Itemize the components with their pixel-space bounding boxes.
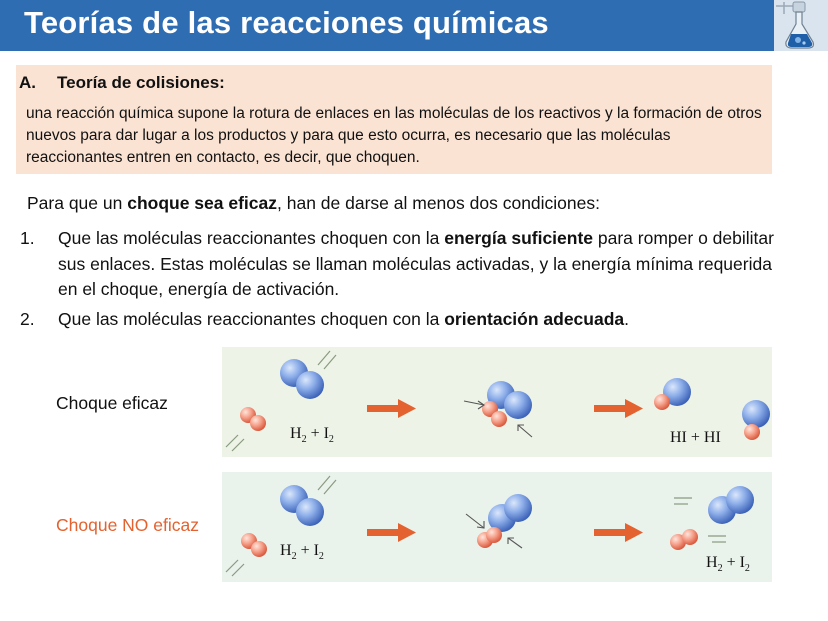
intro-text-bold: choque sea eficaz (127, 193, 278, 213)
definition-title: Teoría de colisiones: (57, 73, 225, 92)
colliding-molecules (482, 381, 532, 427)
iodine-molecule (280, 359, 324, 399)
iodine-molecule (280, 485, 324, 526)
reaction-arrow-icon (367, 523, 416, 542)
definition-box (16, 65, 772, 174)
hydrogen-iodide-molecule (742, 400, 770, 440)
condition-text-after: . (624, 309, 630, 329)
ineffective-collision-diagram (222, 472, 772, 582)
condition-text-before: Que las moléculas reaccionantes choquen con la (58, 309, 445, 329)
condition-item-2 (20, 307, 800, 335)
products-formula: $H_2 + I_2$ (706, 554, 750, 575)
colliding-molecules (477, 494, 532, 548)
intro-sentence (27, 193, 600, 214)
motion-lines-icon (318, 351, 336, 369)
effective-collision-diagram (222, 347, 772, 457)
iodine-molecule (708, 486, 754, 524)
condition-number: 1. (20, 228, 35, 248)
effective-collision-label: Choque eficaz (56, 393, 168, 413)
hydrogen-molecule (241, 533, 267, 557)
condition-text-bold: orientación adecuada (444, 309, 625, 329)
page-title: Teorías de las reacciones químicas (24, 5, 549, 40)
condition-text (58, 226, 778, 303)
condition-item-1 (20, 226, 800, 306)
motion-lines-icon (226, 435, 244, 451)
title-bar (0, 0, 828, 51)
motion-lines-icon (708, 536, 726, 542)
ineffective-collision-label: Choque NO eficaz (56, 515, 199, 535)
condition-text-bold: energía suficiente (444, 228, 594, 248)
condition-text-after: para romper o debilitar sus enlaces. Estas moléculas se llaman moléculas activadas, y la energía mínima requerida en el choque, energía de activación. (58, 228, 774, 299)
reactants-formula: $H_2 + I_2$ (280, 542, 324, 563)
products-formula: HI + HI (670, 429, 721, 446)
definition-letter: A. (19, 73, 36, 92)
flask-icon (774, 0, 828, 51)
hydrogen-iodide-molecule (654, 378, 691, 410)
intro-text-after: , han de darse al menos dos condiciones: (277, 193, 600, 213)
motion-lines-icon (318, 476, 336, 494)
motion-lines-icon (226, 560, 244, 576)
hydrogen-molecule (670, 529, 698, 550)
condition-text-before: Que las moléculas reaccionantes choquen con la (58, 228, 445, 248)
reaction-arrow-icon (594, 523, 643, 542)
definition-text: una reacción química supone la rotura de enlaces en las moléculas de los reactivos y la formación de otros nuevos para dar lugar a los productos y para que esto ocurra, es necesario que las moléculas reaccionantes entren en contacto, es decir, que choquen. (26, 105, 762, 166)
condition-text (58, 307, 778, 333)
intro-text-before: Para que un (27, 193, 128, 213)
reactants-formula: $H_2 + I_2$ (290, 425, 334, 446)
motion-lines-icon (674, 498, 692, 504)
hydrogen-molecule (240, 407, 266, 431)
reaction-arrow-icon (594, 399, 643, 418)
definition-heading (19, 73, 225, 93)
condition-number: 2. (20, 309, 35, 329)
reaction-arrow-icon (367, 399, 416, 418)
